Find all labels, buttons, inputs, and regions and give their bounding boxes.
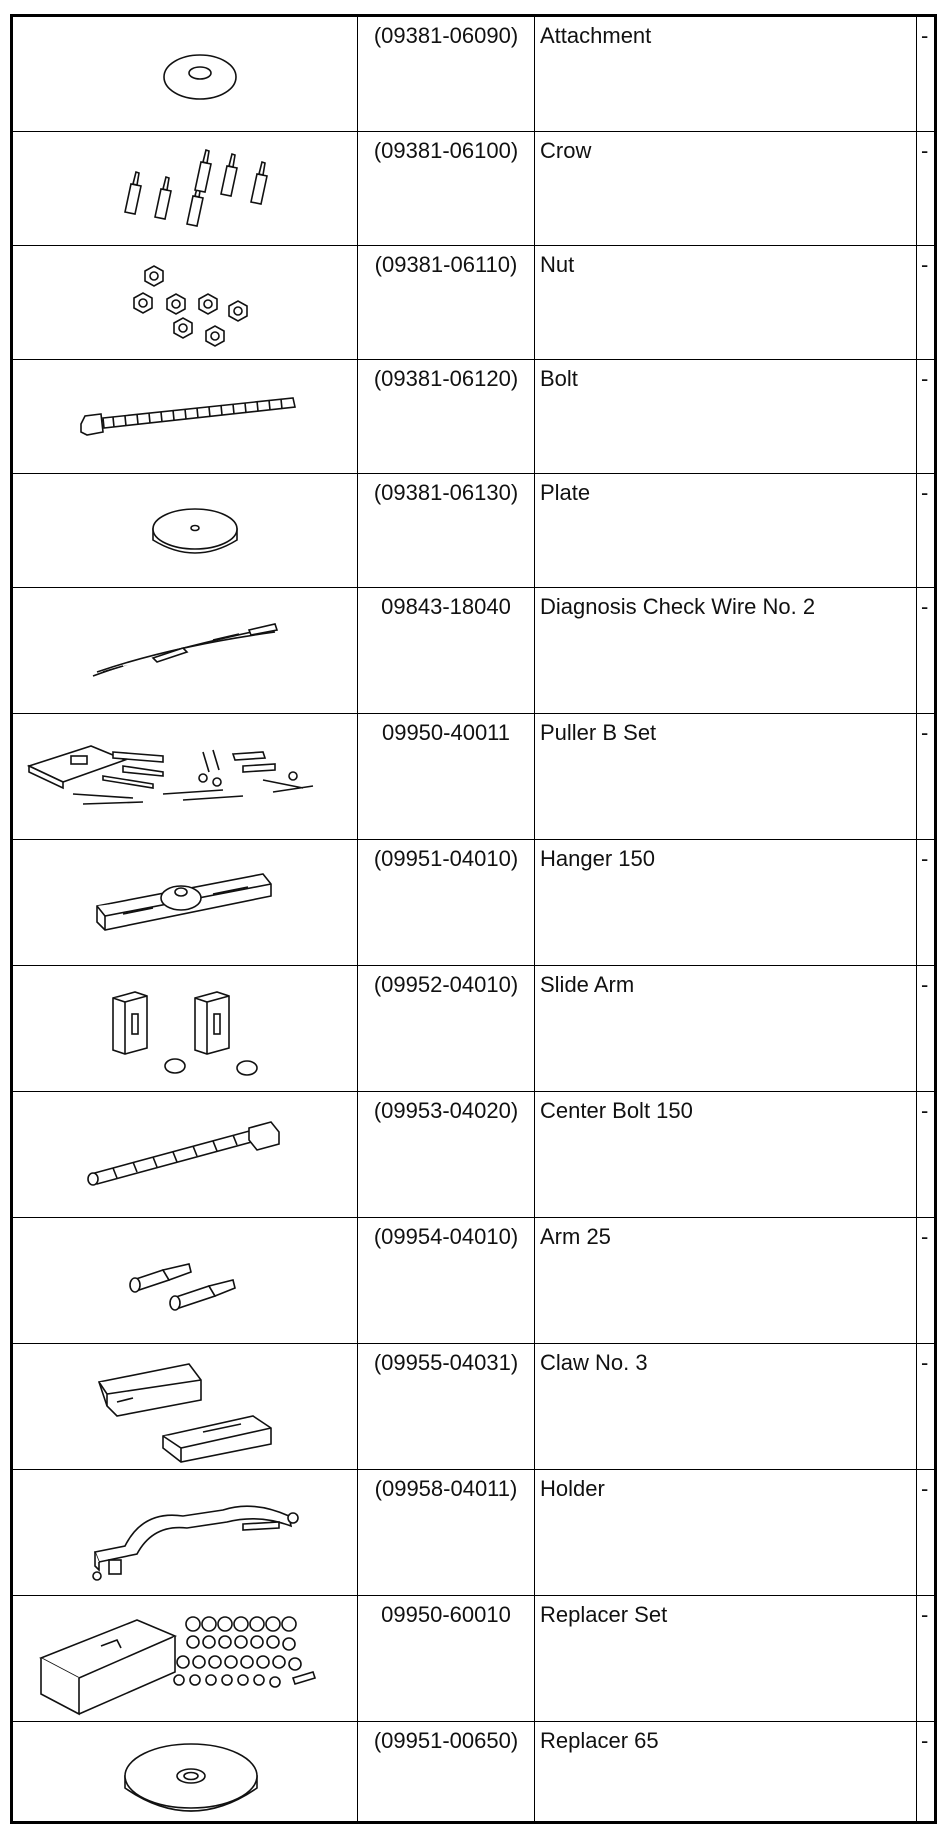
tool-name: Claw No. 3 bbox=[535, 1344, 917, 1469]
table-row bbox=[13, 360, 934, 474]
claw-icon bbox=[13, 1344, 357, 1469]
check-wire-icon bbox=[13, 588, 357, 713]
table-cell-image bbox=[13, 1470, 358, 1595]
part-number: (09381-06120) bbox=[358, 360, 535, 473]
table-row bbox=[13, 1218, 934, 1344]
tool-table bbox=[10, 14, 937, 1824]
note: - bbox=[921, 252, 929, 277]
table-row bbox=[13, 1092, 934, 1218]
replacer-set-icon bbox=[13, 1596, 357, 1721]
table-cell-image bbox=[13, 1596, 358, 1721]
puller-set-icon bbox=[13, 714, 357, 839]
tool-name: Arm 25 bbox=[535, 1218, 917, 1343]
tool-name: Diagnosis Check Wire No. 2 bbox=[535, 588, 917, 713]
table-row bbox=[13, 1596, 934, 1722]
arm-icon bbox=[13, 1218, 357, 1343]
part-number: (09951-00650) bbox=[358, 1722, 535, 1821]
bolt-icon bbox=[13, 360, 357, 473]
tool-name: Bolt bbox=[535, 360, 917, 473]
table-row bbox=[13, 17, 934, 132]
hanger-icon bbox=[13, 840, 357, 965]
tool-name: Puller B Set bbox=[535, 714, 917, 839]
part-number: (09958-04011) bbox=[358, 1470, 535, 1595]
part-number: 09950-60010 bbox=[358, 1596, 535, 1721]
holder-icon bbox=[13, 1470, 357, 1595]
plate-icon bbox=[13, 474, 357, 587]
part-number: 09950-40011 bbox=[358, 714, 535, 839]
crow-icon bbox=[13, 132, 357, 245]
tool-name: Replacer Set bbox=[535, 1596, 917, 1721]
table-cell-image bbox=[13, 360, 358, 473]
table-cell-image bbox=[13, 1722, 358, 1821]
table-cell-image bbox=[13, 1092, 358, 1217]
tool-name: Replacer 65 bbox=[535, 1722, 917, 1821]
tool-name: Hanger 150 bbox=[535, 840, 917, 965]
part-number: (09381-06110) bbox=[358, 246, 535, 359]
table-cell-image bbox=[13, 1218, 358, 1343]
part-number: (09954-04010) bbox=[358, 1218, 535, 1343]
part-number: (09952-04010) bbox=[358, 966, 535, 1091]
note: - bbox=[921, 366, 929, 391]
tool-name: Slide Arm bbox=[535, 966, 917, 1091]
part-number: (09953-04020) bbox=[358, 1092, 535, 1217]
note: - bbox=[921, 1728, 929, 1753]
table-row bbox=[13, 714, 934, 840]
tool-name: Center Bolt 150 bbox=[535, 1092, 917, 1217]
table-cell-image bbox=[13, 840, 358, 965]
tool-name: Nut bbox=[535, 246, 917, 359]
part-number: 09843-18040 bbox=[358, 588, 535, 713]
note: - bbox=[921, 720, 929, 745]
table-cell-image bbox=[13, 1344, 358, 1469]
note: - bbox=[921, 1098, 929, 1123]
table-cell-image bbox=[13, 714, 358, 839]
table-cell-image bbox=[13, 132, 358, 245]
part-number: (09381-06100) bbox=[358, 132, 535, 245]
part-number: (09381-06130) bbox=[358, 474, 535, 587]
note: - bbox=[921, 846, 929, 871]
replacer-icon bbox=[13, 1722, 357, 1821]
table-row bbox=[13, 246, 934, 360]
note: - bbox=[921, 1476, 929, 1501]
table-row bbox=[13, 1722, 934, 1821]
center-bolt-icon bbox=[13, 1092, 357, 1217]
table-row bbox=[13, 1344, 934, 1470]
tool-name: Attachment bbox=[535, 17, 917, 131]
table-row bbox=[13, 1470, 934, 1596]
table-row bbox=[13, 132, 934, 246]
part-number: (09381-06090) bbox=[358, 17, 535, 131]
table-cell-image bbox=[13, 246, 358, 359]
note: - bbox=[921, 480, 929, 505]
table-row bbox=[13, 474, 934, 588]
nut-icon bbox=[13, 246, 357, 359]
table-cell-image bbox=[13, 474, 358, 587]
table-row bbox=[13, 840, 934, 966]
note: - bbox=[921, 1350, 929, 1375]
part-number: (09955-04031) bbox=[358, 1344, 535, 1469]
tool-name: Plate bbox=[535, 474, 917, 587]
note: - bbox=[921, 594, 929, 619]
note: - bbox=[921, 23, 929, 48]
slide-arm-icon bbox=[13, 966, 357, 1091]
table-cell-image bbox=[13, 588, 358, 713]
note: - bbox=[921, 138, 929, 163]
attachment-icon bbox=[13, 17, 357, 131]
tool-name: Crow bbox=[535, 132, 917, 245]
note: - bbox=[921, 1224, 929, 1249]
note: - bbox=[921, 1602, 929, 1627]
tool-name: Holder bbox=[535, 1470, 917, 1595]
part-number: (09951-04010) bbox=[358, 840, 535, 965]
table-row bbox=[13, 966, 934, 1092]
note: - bbox=[921, 972, 929, 997]
table-row bbox=[13, 588, 934, 714]
table-cell-image bbox=[13, 966, 358, 1091]
table-cell-image bbox=[13, 17, 358, 131]
